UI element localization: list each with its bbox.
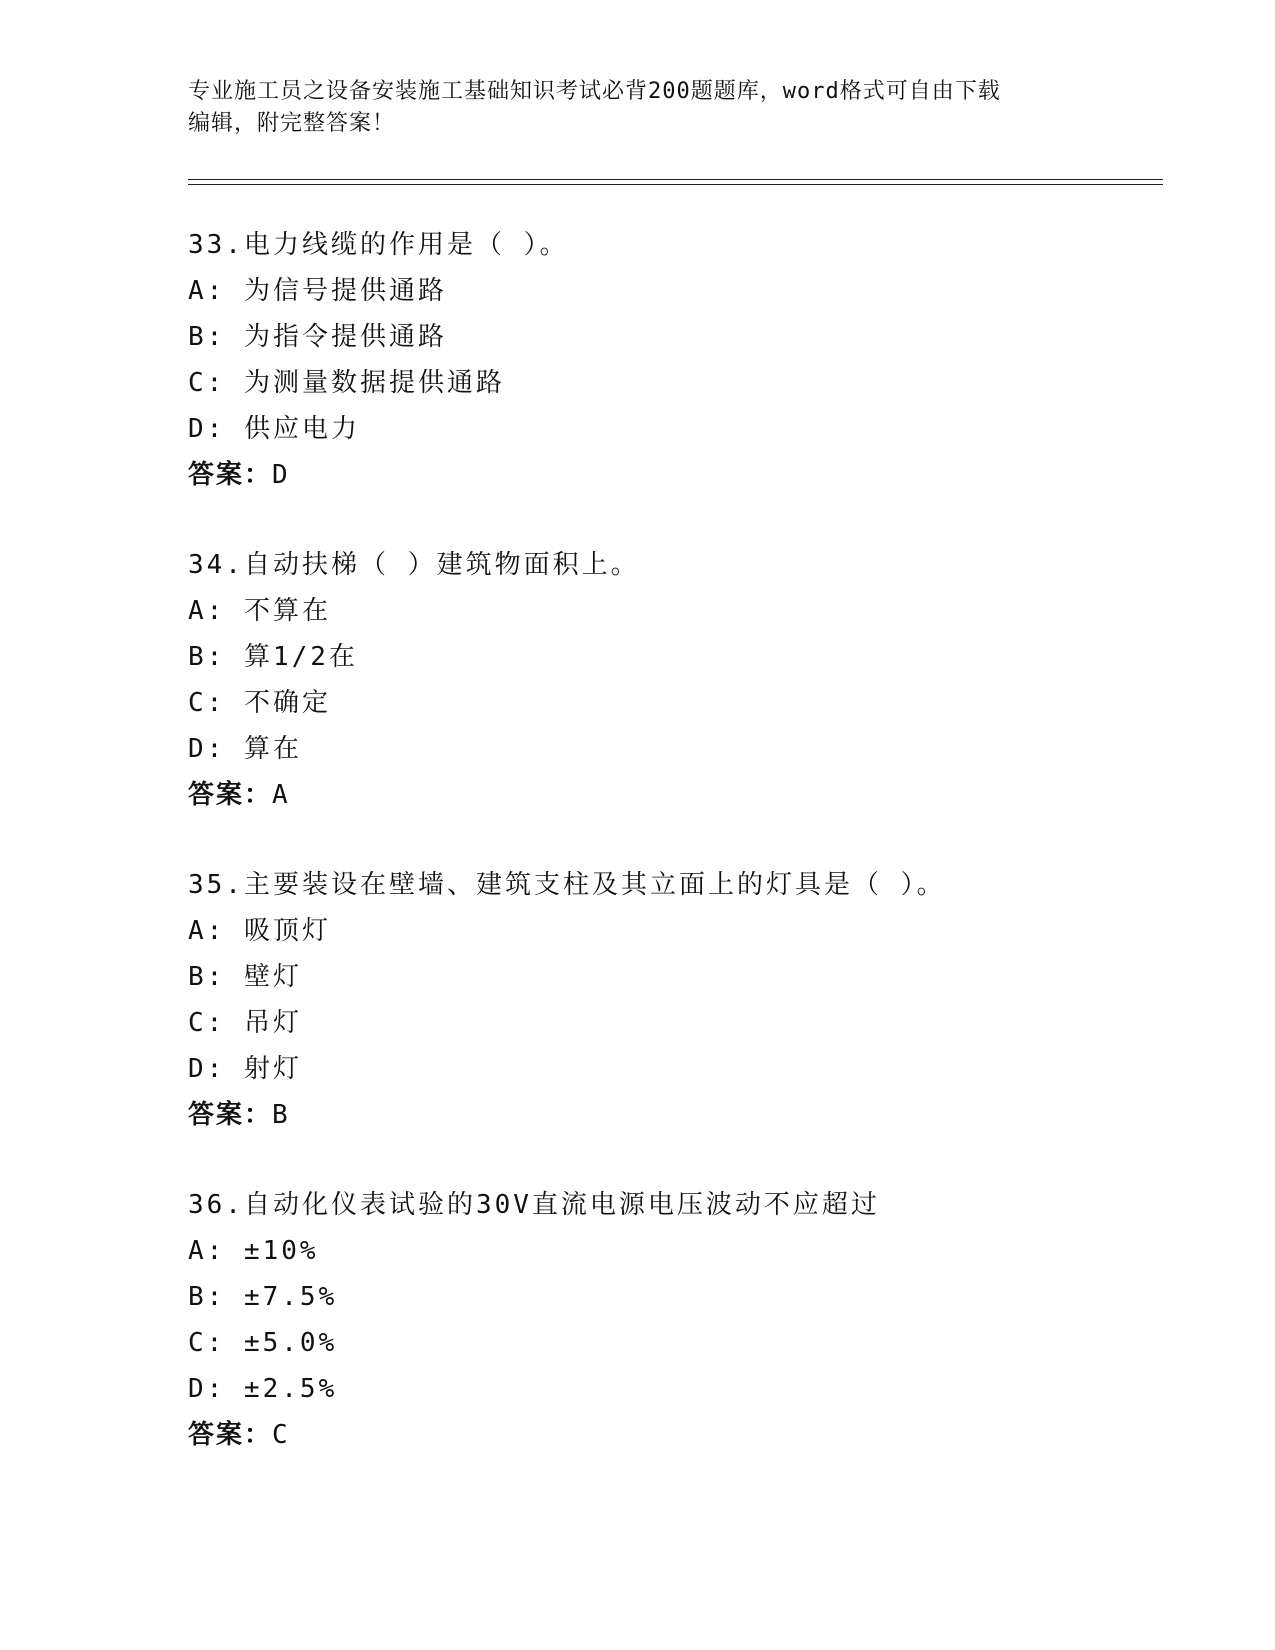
answer-line [188, 1412, 1168, 1458]
option-a: A: ±10% [188, 1236, 319, 1266]
option-d: D: ±2.5% [188, 1374, 338, 1404]
question-33 [188, 222, 1168, 498]
answer-line [188, 772, 1168, 818]
question-stem: 35.主要装设在壁墙、建筑支柱及其立面上的灯具是（ ）。 [188, 870, 946, 900]
question-35 [188, 862, 1168, 1138]
answer-label: 答案： [188, 1100, 273, 1130]
question-stem: 33.电力线缆的作用是（ ）。 [188, 230, 569, 260]
option-d: D: 算在 [188, 734, 302, 764]
answer-value: C [272, 1420, 289, 1450]
option-d: D: 射灯 [188, 1054, 302, 1084]
header-divider-top [188, 179, 1163, 180]
question-36 [188, 1182, 1168, 1458]
document-header [188, 76, 1068, 140]
header-divider-bottom [188, 184, 1163, 185]
answer-label: 答案： [188, 460, 273, 490]
question-stem: 34.自动扶梯（ ）建筑物面积上。 [188, 550, 640, 580]
option-b: B: ±7.5% [188, 1282, 338, 1312]
option-c: C: 吊灯 [188, 1008, 302, 1038]
answer-line [188, 452, 1168, 498]
option-a: A: 吸顶灯 [188, 916, 331, 946]
option-d: D: 供应电力 [188, 414, 360, 444]
option-a: A: 为信号提供通路 [188, 276, 447, 306]
option-b: B: 算1/2在 [188, 642, 358, 672]
answer-line [188, 1092, 1168, 1138]
answer-value: D [272, 460, 289, 490]
option-c: C: 不确定 [188, 688, 331, 718]
header-line-1: 专业施工员之设备安装施工基础知识考试必背200题题库，word格式可自由下载 [188, 79, 1001, 104]
option-c: C: 为测量数据提供通路 [188, 368, 505, 398]
option-a: A: 不算在 [188, 596, 331, 626]
question-34 [188, 542, 1168, 818]
option-b: B: 壁灯 [188, 962, 302, 992]
answer-value: B [272, 1100, 289, 1130]
header-line-2: 编辑，附完整答案！ [188, 111, 396, 136]
option-c: C: ±5.0% [188, 1328, 338, 1358]
option-b: B: 为指令提供通路 [188, 322, 447, 352]
answer-value: A [272, 780, 289, 810]
answer-label: 答案： [188, 780, 273, 810]
answer-label: 答案： [188, 1420, 273, 1450]
question-stem: 36.自动化仪表试验的30V直流电源电压波动不应超过 [188, 1190, 880, 1220]
